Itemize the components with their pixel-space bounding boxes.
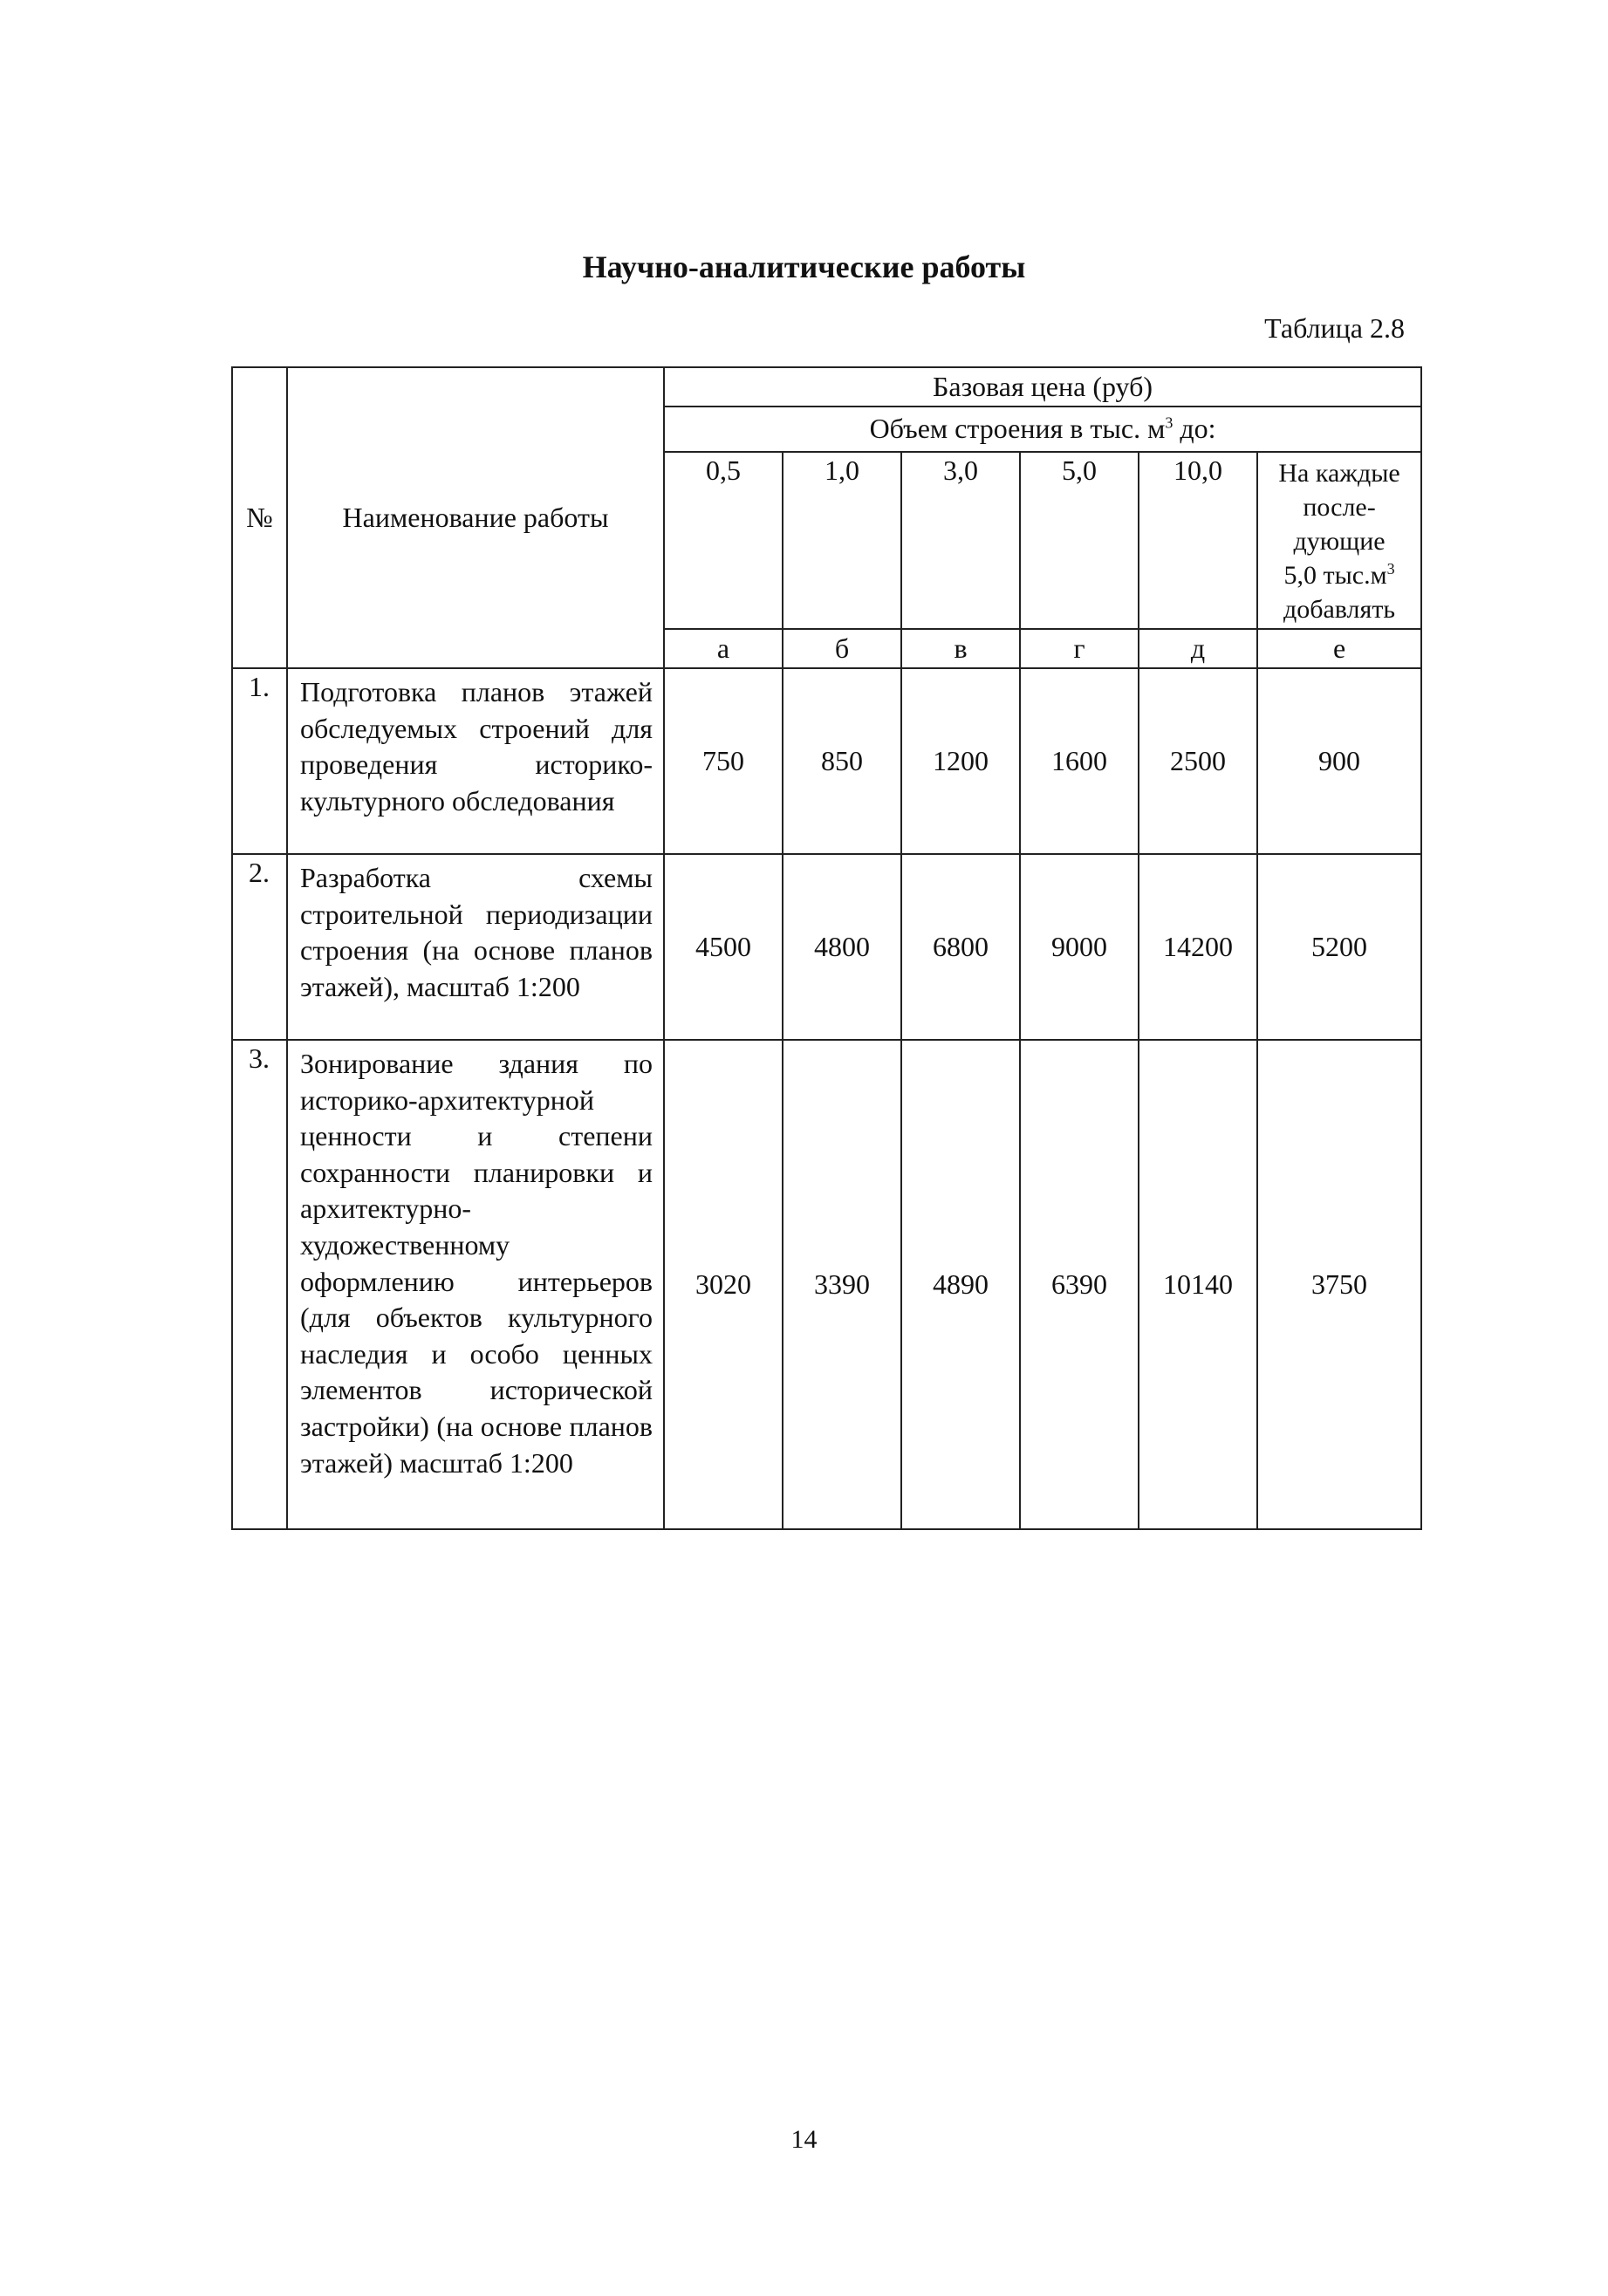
row-value: 6800 (901, 854, 1020, 1040)
table-row (232, 1040, 1421, 1529)
header-letter-g: г (1020, 629, 1139, 668)
table-caption: Таблица 2.8 (1264, 312, 1405, 344)
row-value: 3020 (664, 1040, 783, 1529)
row-name: Подготовка планов этажей обследуемых строений для проведения историко-культурного обследования (287, 668, 664, 854)
row-num: 2. (232, 854, 287, 1040)
row-value: 4500 (664, 854, 783, 1040)
row-value: 4890 (901, 1040, 1020, 1529)
row-value: 1200 (901, 668, 1020, 854)
page-title: Научно-аналитические работы (582, 249, 1026, 284)
row-value: 1600 (1020, 668, 1139, 854)
row-name: Разработка схемы строительной периодизации строения (на основе планов этажей), масштаб 1:200 (287, 854, 664, 1040)
row-value: 9000 (1020, 854, 1139, 1040)
table-row (232, 668, 1421, 854)
header-extra-sup: 3 (1386, 560, 1395, 577)
header-letter-d: д (1139, 629, 1257, 668)
row-num: 3. (232, 1040, 287, 1529)
header-letter-a: а (664, 629, 783, 668)
row-value: 14200 (1139, 854, 1257, 1040)
header-volume-2: 1,0 (783, 452, 901, 629)
row-value: 6390 (1020, 1040, 1139, 1529)
header-volume (664, 407, 1421, 452)
header-volume-text: Объем строения в тыс. м (869, 413, 1166, 445)
header-volume-post: до: (1173, 413, 1216, 445)
header-letter-e: е (1257, 629, 1421, 668)
header-name: Наименование работы (287, 367, 664, 668)
header-volume-sup: 3 (1165, 413, 1173, 432)
row-value: 750 (664, 668, 783, 854)
row-value: 5200 (1257, 854, 1421, 1040)
header-volume-1: 0,5 (664, 452, 783, 629)
row-value: 10140 (1139, 1040, 1257, 1529)
table-row (232, 854, 1421, 1040)
row-num: 1. (232, 668, 287, 854)
row-value: 4800 (783, 854, 901, 1040)
header-num: № (232, 367, 287, 668)
header-row-1 (232, 367, 1421, 407)
header-extra-unit: 5,0 тыс.м (1283, 561, 1387, 590)
header-extra-line-2: после- (1303, 493, 1376, 522)
header-extra-line-1: На каждые (1278, 459, 1400, 488)
header-extra-line-5: добавлять (1283, 595, 1396, 624)
header-letter-v: в (901, 629, 1020, 668)
price-table (231, 366, 1422, 1530)
header-volume-5: 10,0 (1139, 452, 1257, 629)
header-extra-line-3: дующие (1293, 527, 1386, 556)
header-base-price: Базовая цена (руб) (664, 367, 1421, 407)
row-value: 2500 (1139, 668, 1257, 854)
row-name: Зонирование здания по историко-архитектурной ценности и степени сохранности планировки и архитектурно-художественному оформлению интерьеров (для объектов культурного наследия и особо ценных элементов исторической застройки) (на основе планов этажей) масштаб 1:200 (287, 1040, 664, 1529)
row-value: 3390 (783, 1040, 901, 1529)
row-value: 850 (783, 668, 901, 854)
header-letter-b: б (783, 629, 901, 668)
header-extra-line-4 (1258, 558, 1420, 592)
header-extra (1257, 452, 1421, 629)
row-value: 900 (1257, 668, 1421, 854)
header-volume-4: 5,0 (1020, 452, 1139, 629)
header-volume-3: 3,0 (901, 452, 1020, 629)
page-number: 14 (790, 2125, 818, 2154)
row-value: 3750 (1257, 1040, 1421, 1529)
